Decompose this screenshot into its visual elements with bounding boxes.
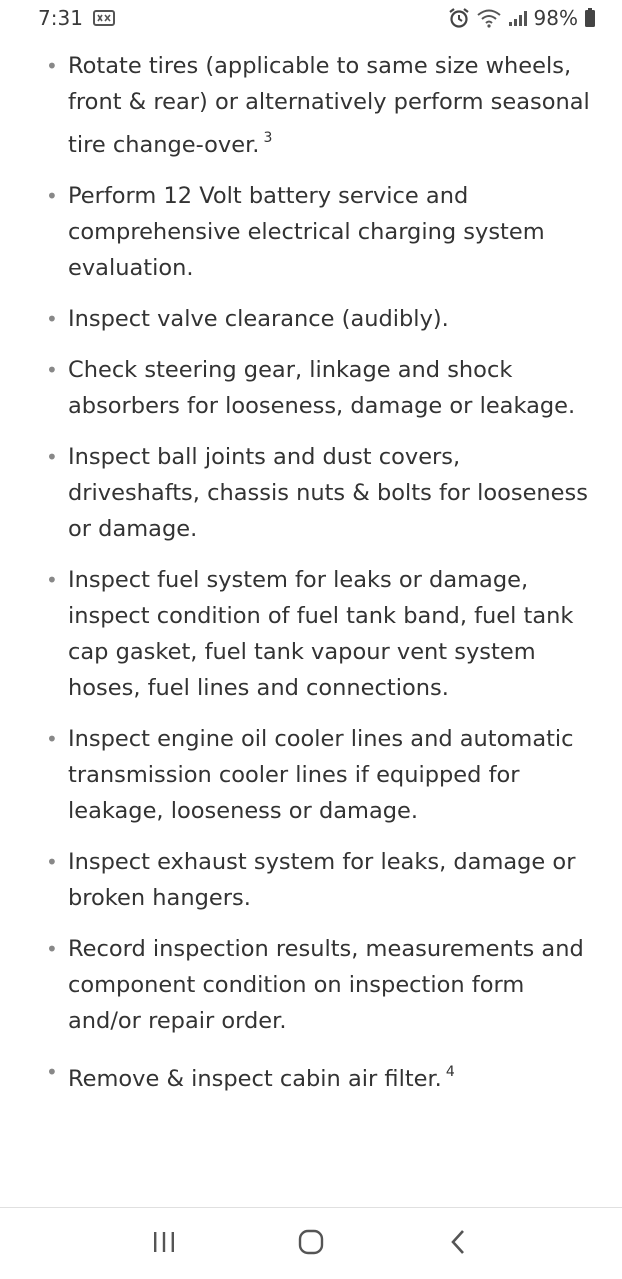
status-bar-right: [448, 6, 596, 30]
footnote-marker[interactable]: 4: [445, 1064, 455, 1080]
battery-icon: [584, 8, 596, 28]
signal-icon: [508, 9, 528, 27]
bullet-icon: •: [46, 54, 58, 78]
back-button[interactable]: [428, 1214, 488, 1274]
list-item: [0, 931, 622, 1039]
list-item-text: Inspect valve clearance (audibly).: [68, 306, 449, 332]
recent-apps-button[interactable]: [134, 1214, 194, 1274]
home-icon: [297, 1228, 325, 1260]
list-item: [0, 439, 622, 547]
list-item-text: Remove & inspect cabin air filter.: [68, 1066, 442, 1092]
bullet-icon: •: [46, 850, 58, 874]
bullet-icon: •: [46, 937, 58, 961]
list-item: [0, 562, 622, 706]
bullet-icon: •: [46, 307, 58, 331]
list-item: [0, 178, 622, 286]
list-item: [0, 352, 622, 424]
recent-apps-icon: [151, 1230, 177, 1258]
navigation-bar: [0, 1207, 622, 1279]
list-item: [0, 48, 622, 163]
home-button[interactable]: [281, 1214, 341, 1274]
list-item-text: Check steering gear, linkage and shock absorbers for looseness, damage or leakage.: [68, 357, 576, 419]
maintenance-content: [0, 48, 622, 1112]
bullet-icon: •: [46, 358, 58, 382]
list-item: [0, 721, 622, 829]
list-item-text: Inspect engine oil cooler lines and automatic transmission cooler lines if equipped for leakage, looseness or damage.: [68, 726, 574, 824]
status-bar-left: [38, 6, 115, 30]
bullet-icon: •: [46, 727, 58, 751]
list-item: [0, 301, 622, 337]
battery-percent: 98%: [533, 6, 578, 30]
bullet-icon: •: [46, 1060, 58, 1084]
notification-app-icon: [93, 9, 115, 27]
list-item-text: Inspect fuel system for leaks or damage, inspect condition of fuel tank band, fuel tank cap gasket, fuel tank vapour vent system hoses, fuel lines and connections.: [68, 567, 574, 701]
list-item: [0, 844, 622, 916]
wifi-icon: [476, 8, 502, 28]
alarm-icon: [448, 7, 470, 29]
bullet-icon: •: [46, 568, 58, 592]
list-item-text: Inspect exhaust system for leaks, damage or broken hangers.: [68, 849, 576, 911]
maintenance-list: [0, 48, 622, 1097]
bullet-icon: •: [46, 184, 58, 208]
status-time: 7:31: [38, 6, 83, 30]
footnote-marker[interactable]: 3: [263, 130, 273, 146]
list-item: [0, 1054, 622, 1097]
bullet-icon: •: [46, 445, 58, 469]
list-item-text: Inspect ball joints and dust covers, driveshafts, chassis nuts & bolts for looseness or damage.: [68, 444, 588, 542]
list-item-text: Rotate tires (applicable to same size wheels, front & rear) or alternatively perform seasonal tire change-over.: [68, 53, 590, 158]
list-item-text: Perform 12 Volt battery service and comprehensive electrical charging system evaluation.: [68, 183, 545, 281]
list-item-text: Record inspection results, measurements and component condition on inspection form and/or repair order.: [68, 936, 584, 1034]
status-bar: [0, 0, 622, 36]
back-icon: [448, 1228, 468, 1260]
